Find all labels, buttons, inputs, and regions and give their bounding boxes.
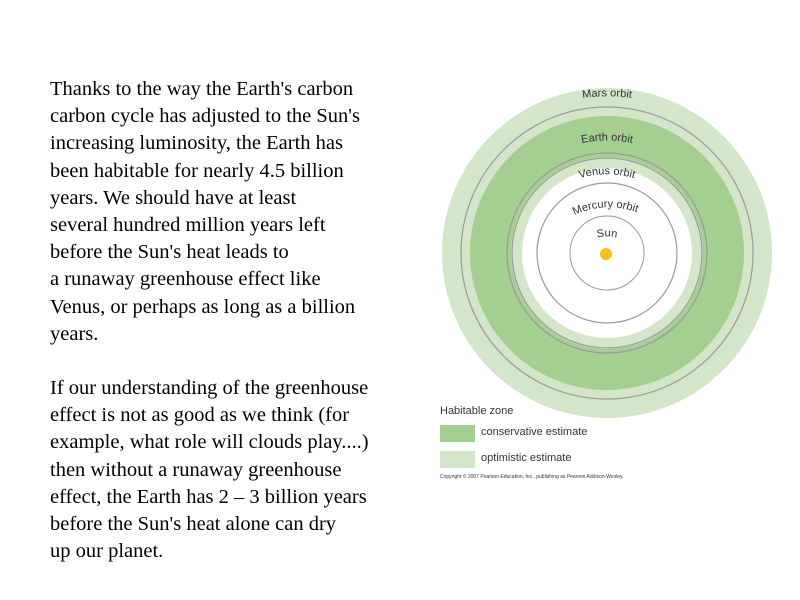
legend-label-optimistic: optimistic estimate [481, 452, 572, 464]
text-line: several hundred million years left [50, 213, 326, 236]
mercury-orbit-label: Mercury orbit [570, 198, 640, 218]
legend-swatch-conservative [440, 425, 475, 442]
paragraph-2 [50, 375, 435, 565]
copyright-notice: Copyright © 2007 Pearson Education, Inc., publishing as Pearson Addison-Wesley. [440, 474, 624, 480]
text-line: Venus, or perhaps as long as a billion [50, 295, 356, 318]
venus-orbit-label: Venus orbit [577, 165, 637, 182]
text-line: before the Sun's heat alone can dry [50, 513, 337, 535]
legend-label-conservative: conservative estimate [481, 426, 588, 438]
text-line: years. We should have at least [50, 186, 297, 209]
text-line: been habitable for nearly 4.5 billion [50, 159, 344, 182]
legend-title: Habitable zone [440, 405, 514, 417]
text-line: up our planet. [50, 540, 164, 563]
text-line: before the Sun's heat leads to [50, 241, 289, 264]
text-line: years. [50, 322, 99, 345]
text-line: increasing luminosity, the Earth has [50, 132, 344, 155]
text-line: effect is not as good as we think (for [50, 404, 350, 427]
mars-orbit-label: Mars orbit [581, 87, 633, 102]
text-line: effect, the Earth has 2 – 3 billion years [50, 485, 367, 508]
sun [600, 248, 612, 260]
earth-orbit-label: Earth orbit [580, 131, 634, 146]
legend [440, 405, 780, 464]
text-line: example, what role will clouds play....) [50, 431, 369, 454]
sun-label: Sun [595, 227, 619, 241]
text-line: Thanks to the way the Earth's carbon [50, 78, 354, 100]
legend-swatch-optimistic [440, 451, 475, 468]
text-line: If our understanding of the greenhouse [50, 377, 369, 400]
text-line: then without a runaway greenhouse [50, 458, 342, 481]
habitable-zone-diagram [440, 86, 774, 420]
paragraph-1 [50, 76, 435, 348]
text-line: a runaway greenhouse effect like [50, 268, 321, 291]
body-text [50, 76, 435, 565]
text-line: carbon cycle has adjusted to the Sun's [50, 105, 360, 128]
